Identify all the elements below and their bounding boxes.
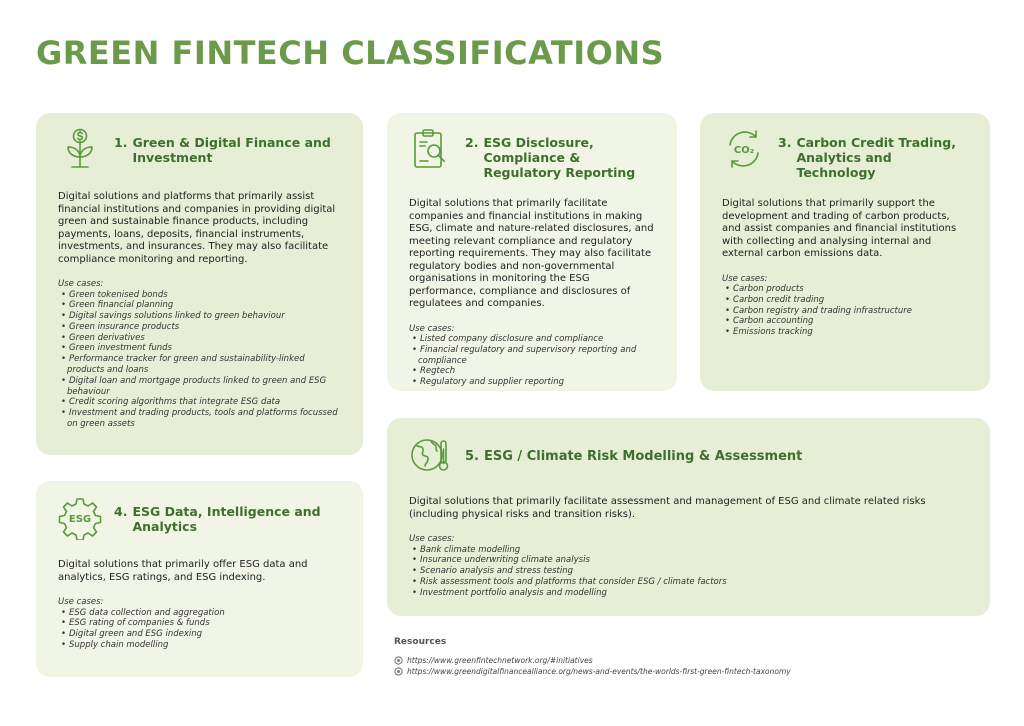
card-title: 1. Green & Digital Finance and Investment bbox=[114, 135, 331, 165]
list-item: • Performance tracker for green and sustainability-linked products and loans bbox=[58, 354, 341, 376]
link-bullet-icon bbox=[394, 667, 403, 676]
use-cases-list bbox=[409, 545, 968, 599]
list-item: • Listed company disclosure and compliance bbox=[409, 334, 655, 345]
esg-gear-icon bbox=[58, 496, 102, 540]
use-cases-label: Use cases: bbox=[58, 597, 104, 607]
list-item: • Green tokenised bonds bbox=[58, 290, 341, 301]
resource-link-item[interactable] bbox=[394, 655, 791, 666]
classification-card-esg-data bbox=[36, 481, 363, 677]
clipboard-magnifier-icon bbox=[409, 127, 453, 171]
card-description: Digital solutions that primarily support the development and trading of carbon products, and assist companies and financial institutions with collecting and analysing internal and external carbon emissions data. bbox=[722, 198, 957, 259]
use-cases-label: Use cases: bbox=[409, 534, 455, 544]
use-cases-list bbox=[409, 334, 655, 388]
esg-label: ESG bbox=[68, 514, 92, 525]
card-header bbox=[58, 129, 341, 173]
list-item: • Regtech bbox=[409, 366, 655, 377]
card-title: 2. ESG Disclosure, Compliance & Regulatory Reporting bbox=[465, 135, 636, 180]
list-item: • Financial regulatory and supervisory reporting and compliance bbox=[409, 345, 655, 367]
list-item: • Green financial planning bbox=[58, 300, 341, 311]
resources-label: Resources bbox=[394, 637, 447, 647]
list-item: • Emissions tracking bbox=[722, 327, 968, 338]
card-header bbox=[409, 434, 968, 478]
list-item: • Insurance underwriting climate analysis bbox=[409, 555, 968, 566]
classification-card-green-digital-finance bbox=[36, 113, 363, 455]
card-header bbox=[722, 129, 968, 180]
list-item: • Risk assessment tools and platforms that consider ESG / climate factors bbox=[409, 577, 968, 588]
card-title: 3. Carbon Credit Trading, Analytics and Technology bbox=[778, 135, 956, 180]
plant-dollar-icon bbox=[58, 127, 102, 171]
list-item: • Carbon products bbox=[722, 284, 968, 295]
card-header bbox=[409, 129, 655, 180]
list-item: • ESG data collection and aggregation bbox=[58, 608, 341, 619]
globe-thermometer-icon bbox=[409, 433, 453, 477]
use-cases-label: Use cases: bbox=[58, 279, 104, 289]
list-item: • Green investment funds bbox=[58, 343, 341, 354]
list-item: • Investment portfolio analysis and modelling bbox=[409, 588, 968, 599]
list-item: • Bank climate modelling bbox=[409, 545, 968, 556]
card-title: 5. ESG / Climate Risk Modelling & Assessment bbox=[465, 448, 803, 464]
list-item: • Supply chain modelling bbox=[58, 640, 341, 651]
use-cases-label: Use cases: bbox=[722, 273, 768, 284]
use-cases-list bbox=[722, 284, 968, 338]
list-item: • Green derivatives bbox=[58, 333, 341, 344]
list-item: • Credit scoring algorithms that integrate ESG data bbox=[58, 397, 341, 408]
classification-card-climate-risk bbox=[387, 418, 990, 616]
list-item: • ESG rating of companies & funds bbox=[58, 618, 341, 629]
list-item: • Carbon credit trading bbox=[722, 295, 968, 306]
resource-link[interactable]: https://www.greendigitalfinancealliance.org/news-and-events/the-worlds-first-green-fintech-taxonomy bbox=[407, 667, 791, 676]
card-description: Digital solutions that primarily facilitate companies and financial institutions in making ESG, climate and nature-related disclosures, and meeting relevant compliance and regulatory reporting requirements. They may also facilitate regulatory bodies and non-governmental organisations in monitoring the ESG performance, compliance and disclosures of regulatees and companies. bbox=[409, 198, 654, 309]
use-cases-list bbox=[58, 608, 341, 651]
list-item: • Green insurance products bbox=[58, 322, 341, 333]
classification-card-carbon-credit bbox=[700, 113, 990, 391]
list-item: • Carbon registry and trading infrastructure bbox=[722, 306, 968, 317]
card-description: Digital solutions and platforms that primarily assist financial institutions and companies in providing digital green and sustainable finance products, including payments, loans, deposits, financial instruments, investments, and insurances. They may also facilitate compliance monitoring and reporting. bbox=[58, 191, 336, 265]
co2-cycle-icon bbox=[722, 127, 766, 171]
card-title: 4. ESG Data, Intelligence and Analytics bbox=[114, 504, 321, 534]
list-item: • Investment and trading products, tools and platforms focussed on green assets bbox=[58, 408, 341, 430]
classification-card-esg-disclosure bbox=[387, 113, 677, 391]
card-description: Digital solutions that primarily facilitate assessment and management of ESG and climate related risks (including physical risks and transition risks). bbox=[409, 496, 926, 520]
resource-link[interactable]: https://www.greenfintechnetwork.org/#initiatives bbox=[407, 656, 593, 665]
resource-link-item[interactable] bbox=[394, 666, 791, 677]
list-item: • Carbon accounting bbox=[722, 316, 968, 327]
list-item: • Scenario analysis and stress testing bbox=[409, 566, 968, 577]
card-header bbox=[58, 497, 341, 541]
co2-label: CO₂ bbox=[733, 145, 755, 156]
list-item: • Regulatory and supplier reporting bbox=[409, 377, 655, 388]
list-item: • Digital loan and mortgage products linked to green and ESG behaviour bbox=[58, 376, 341, 398]
card-description: Digital solutions that primarily offer ESG data and analytics, ESG ratings, and ESG indexing. bbox=[58, 559, 308, 583]
page-title: GREEN FINTECH CLASSIFICATIONS bbox=[36, 34, 665, 72]
resources-section bbox=[394, 637, 791, 677]
use-cases-list bbox=[58, 290, 341, 430]
use-cases-label: Use cases: bbox=[409, 323, 455, 334]
list-item: • Digital savings solutions linked to green behaviour bbox=[58, 311, 341, 322]
link-bullet-icon bbox=[394, 656, 403, 665]
list-item: • Digital green and ESG indexing bbox=[58, 629, 341, 640]
